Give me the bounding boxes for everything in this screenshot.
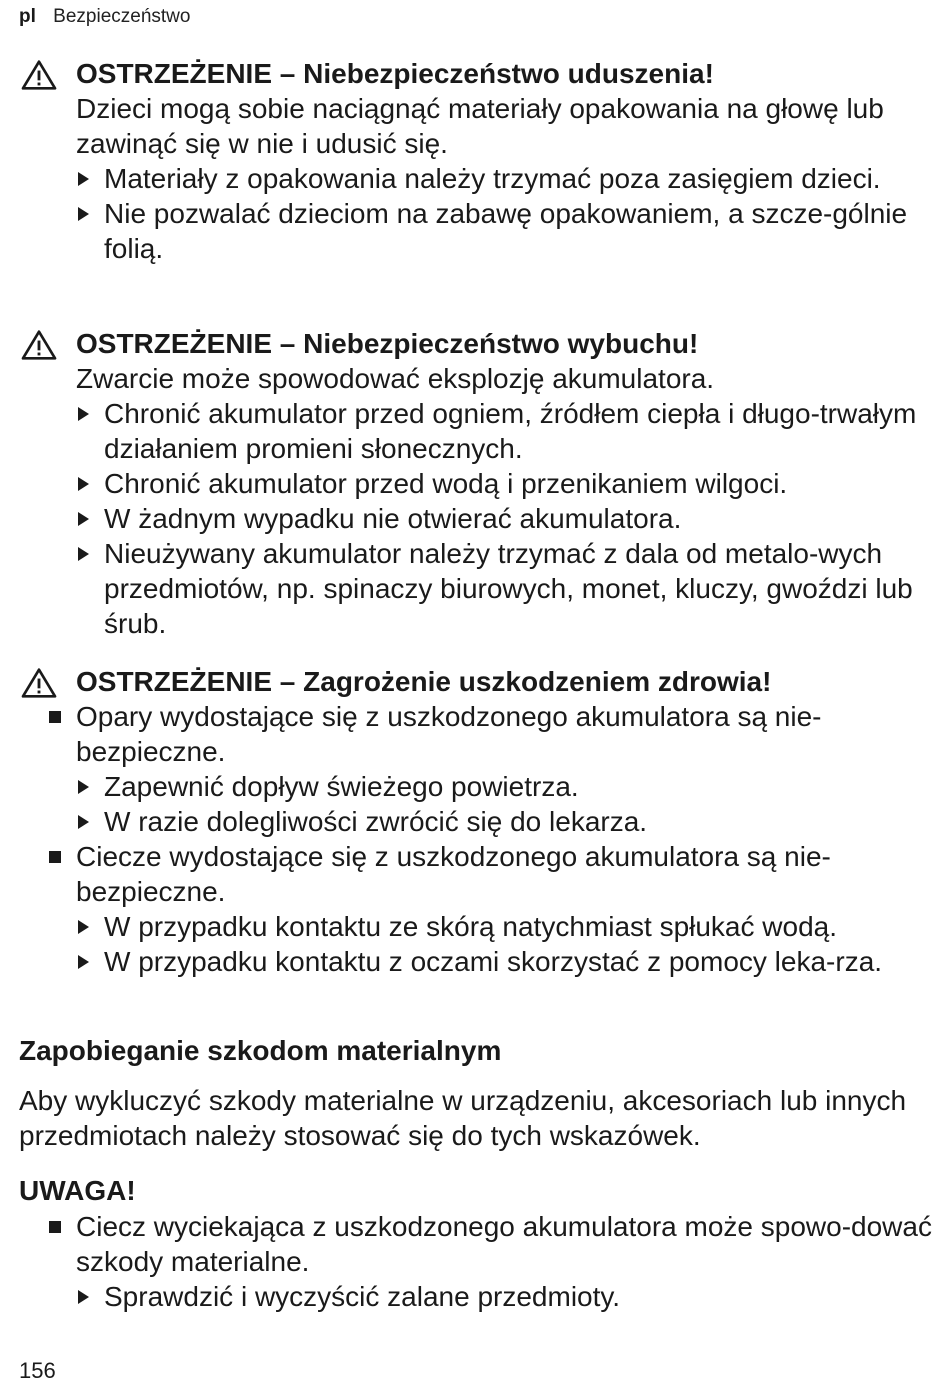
action-item: W przypadku kontaktu ze skórą natychmiast spłukać wodą.: [18, 909, 938, 944]
hazard-item: Ciecze wydostające się z uszkodzonego akumulatora są nie-bezpieczne.: [18, 839, 938, 909]
warning-text: Zwarcie może spowodować eksplozję akumulatora.: [76, 363, 715, 394]
running-header: [19, 6, 190, 28]
action-item: Chronić akumulator przed wodą i przenikaniem wilgoci.: [18, 466, 938, 501]
arrow-bullet-icon: [78, 920, 89, 934]
page-number: 156: [19, 1358, 56, 1383]
action-item: Zapewnić dopływ świeżego powietrza.: [18, 769, 938, 804]
action-item: W razie dolegliwości zwrócić się do lekarza.: [18, 804, 938, 839]
warning-title: OSTRZEŻENIE – Zagrożenie uszkodzeniem zdrowia!: [76, 666, 772, 697]
action-item: W żadnym wypadku nie otwierać akumulatora.: [18, 501, 938, 536]
section-heading: Zapobieganie szkodom materialnym: [19, 1035, 502, 1066]
arrow-bullet-icon: [78, 1290, 89, 1304]
action-item: Nieużywany akumulator należy trzymać z dala od metalo-wych przedmiotów, np. spinaczy biurowych, monet, kluczy, gwoździ lub śrub.: [18, 536, 938, 641]
arrow-bullet-icon: [78, 547, 89, 561]
arrow-bullet-icon: [78, 172, 89, 186]
action-item: Materiały z opakowania należy trzymać poza zasięgiem dzieci.: [18, 161, 944, 196]
arrow-bullet-icon: [78, 955, 89, 969]
warning-suffocation: [18, 57, 938, 266]
action-item: Sprawdzić i wyczyścić zalane przedmioty.: [18, 1279, 943, 1314]
hazard-item: Opary wydostające się z uszkodzonego akumulatora są nie-bezpieczne.: [18, 699, 938, 769]
square-bullet-icon: [49, 851, 61, 863]
arrow-bullet-icon: [78, 512, 89, 526]
notice-block: [18, 1209, 943, 1314]
warning-text: Dzieci mogą sobie naciągnąć materiały opakowania na głowę lub zawinąć się w nie i udusić się.: [76, 93, 884, 159]
arrow-bullet-icon: [78, 477, 89, 491]
warning-title: OSTRZEŻENIE – Niebezpieczeństwo uduszenia!: [76, 58, 714, 89]
section-intro: Aby wykluczyć szkody materialne w urządzeniu, akcesoriach lub innych przedmiotach należy stosować się do tych wskazówek.: [19, 1085, 907, 1151]
warning-triangle-icon: [18, 59, 60, 91]
square-bullet-icon: [49, 1221, 61, 1233]
action-item: Nie pozwalać dzieciom na zabawę opakowaniem, a szcze-gólnie folią.: [18, 196, 938, 266]
section-name: Bezpieczeństwo: [53, 6, 191, 27]
language-code: pl: [19, 6, 36, 27]
action-item: Chronić akumulator przed ogniem, źródłem ciepła i długo-trwałym działaniem promieni słonecznych.: [18, 396, 938, 466]
warning-triangle-icon: [18, 667, 60, 699]
notice-title: UWAGA!: [19, 1175, 136, 1206]
warning-health: [18, 665, 938, 979]
arrow-bullet-icon: [78, 780, 89, 794]
warning-explosion: [18, 327, 938, 641]
arrow-bullet-icon: [78, 815, 89, 829]
arrow-bullet-icon: [78, 407, 89, 421]
warning-triangle-icon: [18, 329, 60, 361]
hazard-item: Ciecz wyciekająca z uszkodzonego akumulatora może spowo-dować szkody materialne.: [18, 1209, 943, 1279]
square-bullet-icon: [49, 711, 61, 723]
arrow-bullet-icon: [78, 207, 89, 221]
action-item: W przypadku kontaktu z oczami skorzystać z pomocy leka-rza.: [18, 944, 938, 979]
warning-title: OSTRZEŻENIE – Niebezpieczeństwo wybuchu!: [76, 328, 699, 359]
